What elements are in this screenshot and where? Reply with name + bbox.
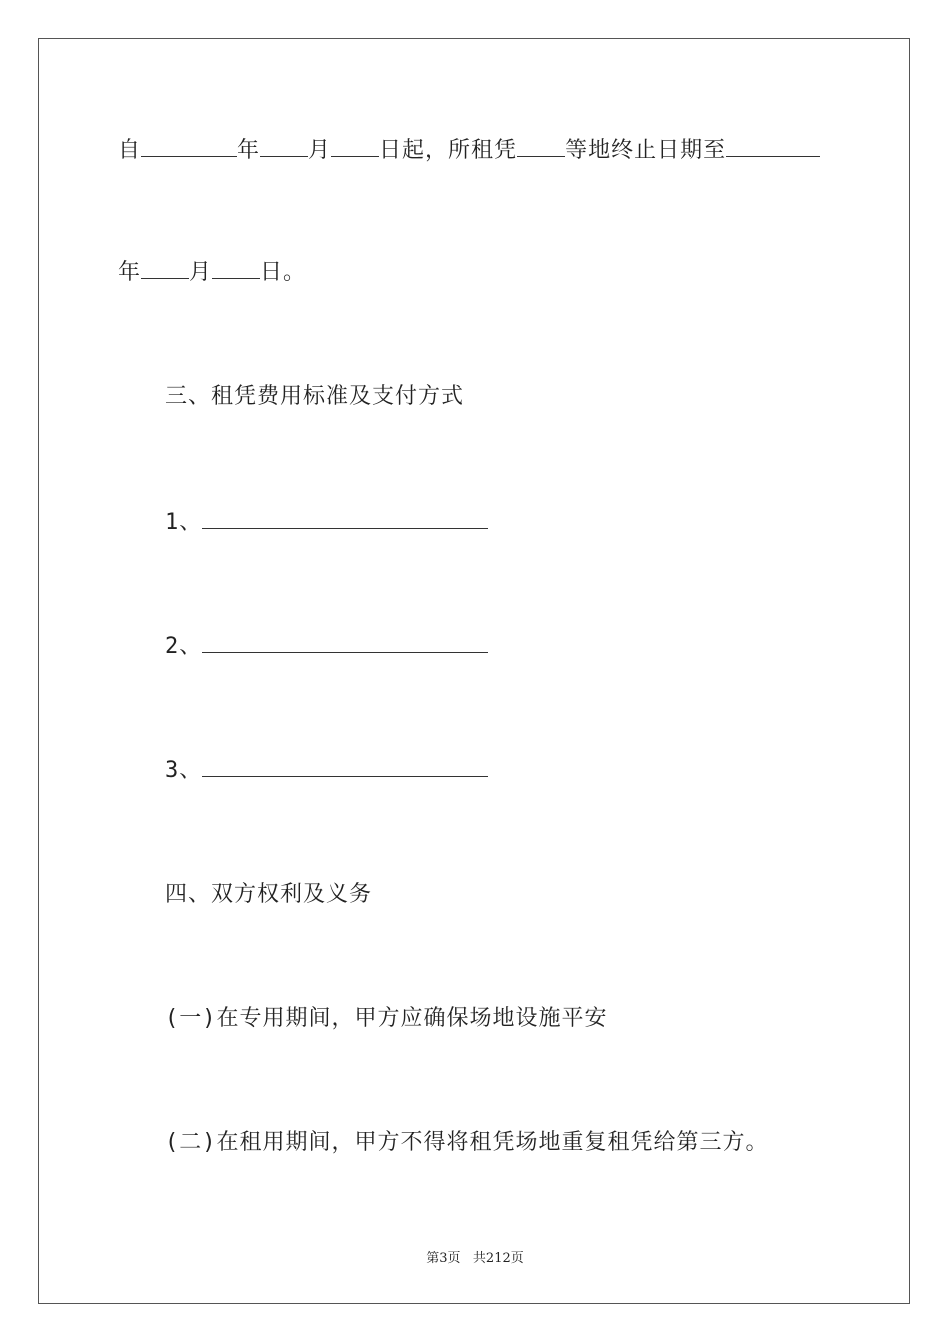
blank-premises[interactable] (517, 136, 565, 157)
blank-start-year[interactable] (141, 136, 237, 157)
item-number: 1、 (165, 510, 203, 535)
item-number: 3、 (165, 758, 203, 783)
text-year-2: 年 (118, 260, 142, 285)
fee-item-3 (165, 756, 488, 786)
item-number: 2、 (165, 634, 203, 659)
clause-1: (一)在专用期间，甲方应确保场地设施平安 (165, 1006, 608, 1031)
text-from: 自 (118, 138, 142, 163)
blank-end-year[interactable] (726, 136, 820, 157)
text-month-2: 月 (189, 260, 213, 285)
blank-start-day[interactable] (331, 136, 379, 157)
page-total: 共212页 (472, 1251, 524, 1266)
blank-start-month[interactable] (260, 136, 308, 157)
date-range-line (118, 136, 820, 166)
blank-end-day[interactable] (212, 258, 260, 279)
section-heading-rights: 四、双方权利及义务 (165, 882, 373, 907)
blank-fee-1[interactable] (202, 508, 488, 529)
text-year: 年 (237, 138, 261, 163)
page-number: 第3页 (426, 1251, 461, 1266)
text-from-rented: 日起，所租凭 (379, 138, 518, 163)
blank-fee-2[interactable] (202, 632, 488, 653)
text-end-date: 等地终止日期至 (565, 138, 727, 163)
text-day-end: 日。 (260, 260, 307, 285)
clause-2: (二)在租用期间，甲方不得将租凭场地重复租凭给第三方。 (165, 1130, 769, 1155)
text-month: 月 (308, 138, 332, 163)
fee-item-1 (165, 508, 488, 538)
section-heading-fees: 三、租凭费用标准及支付方式 (165, 384, 465, 409)
blank-fee-3[interactable] (202, 756, 488, 777)
page-border (38, 38, 910, 1304)
fee-item-2 (165, 632, 488, 662)
page-footer (0, 1247, 950, 1266)
end-date-line (118, 258, 306, 288)
blank-end-month[interactable] (141, 258, 189, 279)
